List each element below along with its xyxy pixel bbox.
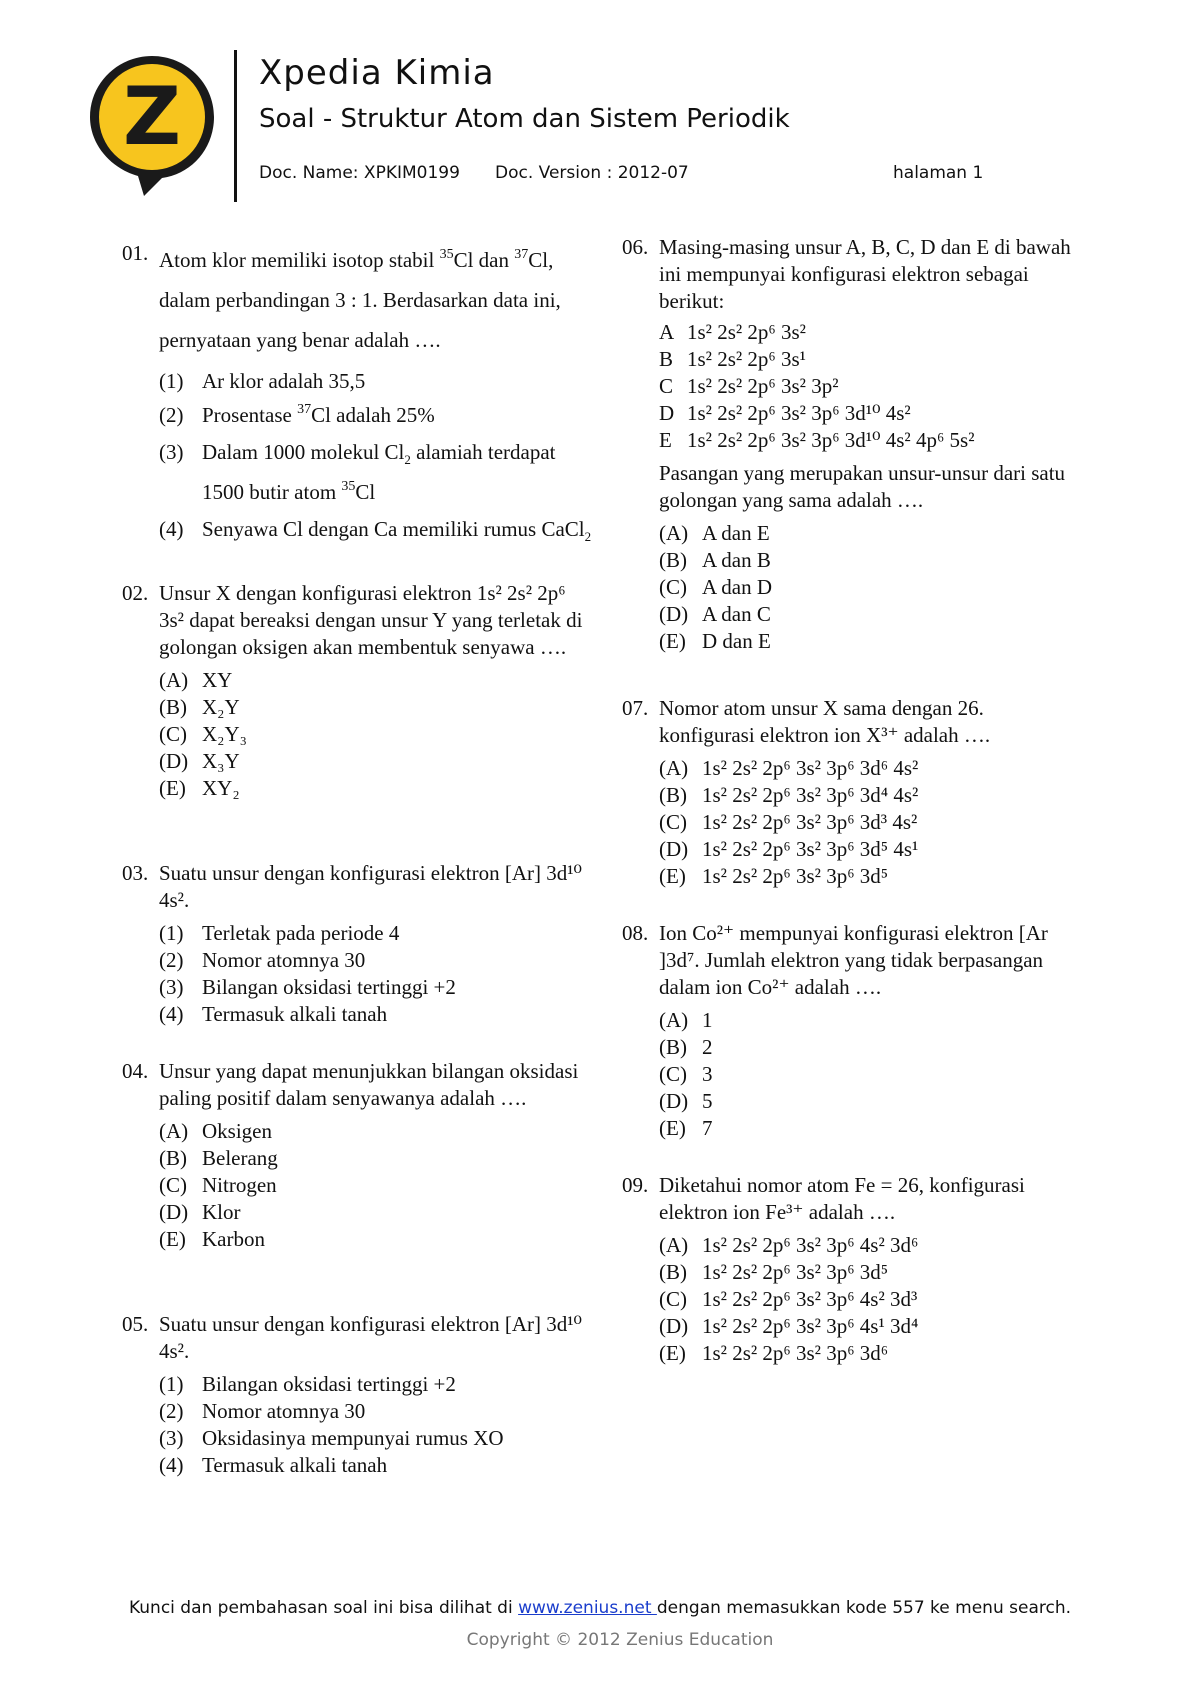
option bbox=[659, 1088, 1082, 1115]
footer-note: Kunci dan pembahasan soal ini bisa dilihat di www.zenius.net dengan memasukkan kode 557 ke menu search. bbox=[128, 1598, 1072, 1618]
option-text: X₂Y₃ bbox=[202, 722, 247, 746]
logo-letter: Z bbox=[122, 70, 182, 163]
option-text: 1 bbox=[702, 1008, 713, 1032]
question-08 bbox=[622, 920, 1082, 1142]
option bbox=[159, 1226, 592, 1253]
option-text: 1s² 2s² 2p⁶ 3s² 3p⁶ 3d⁵ bbox=[702, 864, 889, 888]
option bbox=[659, 1286, 1082, 1313]
option-label: (B) bbox=[659, 548, 687, 572]
brand-title: Xpedia Kimia bbox=[259, 53, 495, 93]
question-09 bbox=[622, 1172, 1082, 1367]
option bbox=[659, 1313, 1082, 1340]
option-label: (2) bbox=[159, 1399, 184, 1423]
option bbox=[659, 836, 1082, 863]
question-06 bbox=[622, 234, 1082, 655]
option bbox=[159, 1145, 592, 1172]
question-02 bbox=[122, 580, 592, 802]
question-stem: Masing-masing unsur A, B, C, D dan E di bawah ini mempunyai konfigurasi elektron sebagai berikut: bbox=[659, 235, 1071, 313]
option-text: X₃Y bbox=[202, 749, 240, 773]
option-text: XY bbox=[202, 668, 233, 692]
option-label: C bbox=[659, 374, 674, 398]
option-label: (A) bbox=[159, 668, 189, 692]
option-text: 1s² 2s² 2p⁶ 3s² 3p⁶ 4s² 3d⁶ bbox=[702, 1233, 919, 1257]
option-list bbox=[159, 667, 592, 802]
option-text: Bilangan oksidasi tertinggi +2 bbox=[202, 1372, 456, 1396]
option-label: (A) bbox=[659, 1008, 689, 1032]
option-label: (3) bbox=[159, 1426, 184, 1450]
option-text: 1s² 2s² 2p⁶ 3s² 3p⁶ 4s¹ 3d⁴ bbox=[702, 1314, 919, 1338]
option bbox=[659, 1232, 1082, 1259]
option-label: E bbox=[659, 428, 672, 452]
option-text: 1s² 2s² 2p⁶ 3s² bbox=[687, 320, 806, 344]
option-text: 1s² 2s² 2p⁶ 3s² 3p⁶ 3d³ 4s² bbox=[702, 810, 918, 834]
option bbox=[159, 667, 592, 694]
option bbox=[659, 520, 1082, 547]
option-label: (C) bbox=[159, 722, 187, 746]
option-text: Belerang bbox=[202, 1146, 278, 1170]
option: (3) Dalam 1000 molekul $Cl_2$ alamiah terdapat 1500 butir atom $^{35}$Cl bbox=[159, 440, 556, 504]
option bbox=[659, 782, 1082, 809]
option-label: (3) bbox=[159, 975, 184, 999]
option-label: (E) bbox=[659, 629, 686, 653]
zenius-logo bbox=[84, 50, 220, 200]
option bbox=[659, 547, 1082, 574]
option-text: Karbon bbox=[202, 1227, 265, 1251]
question-stem: Diketahui nomor atom Fe = 26, konfigurasi elektron ion Fe³⁺ adalah …. bbox=[659, 1173, 1025, 1224]
option bbox=[159, 748, 592, 775]
option-list bbox=[159, 1118, 592, 1253]
option-label: (E) bbox=[159, 1227, 186, 1251]
option-label: (C) bbox=[659, 1287, 687, 1311]
element-config-row bbox=[659, 346, 1082, 373]
question-number: 07. bbox=[622, 696, 649, 720]
option-label: (D) bbox=[659, 1089, 689, 1113]
option bbox=[659, 1115, 1082, 1142]
option-text: 1s² 2s² 2p⁶ 3s² 3p⁶ 4s² 3d³ bbox=[702, 1287, 918, 1311]
question-stem: Suatu unsur dengan konfigurasi elektron [Ar] 3d¹⁰ 4s². bbox=[159, 1312, 582, 1363]
option-text: Termasuk alkali tanah bbox=[202, 1002, 388, 1026]
zenius-link[interactable]: www.zenius.net bbox=[518, 1598, 657, 1618]
option-label: B bbox=[659, 347, 674, 371]
option bbox=[159, 721, 592, 748]
option-text: 1s² 2s² 2p⁶ 3s² 3p⁶ 3d¹⁰ 4s² bbox=[687, 401, 911, 425]
option-text: A dan B bbox=[702, 548, 771, 572]
option-text: A dan E bbox=[702, 521, 770, 545]
option-label: (1) bbox=[159, 921, 184, 945]
option bbox=[659, 601, 1082, 628]
option-text: A dan C bbox=[702, 602, 771, 626]
option-text: 7 bbox=[702, 1116, 713, 1140]
option: (2) Prosentase $^{37}$Cl adalah 25% bbox=[159, 402, 435, 427]
question-prompt: Pasangan yang merupakan unsur-unsur dari satu golongan yang sama adalah …. bbox=[659, 461, 1066, 512]
option-label: (C) bbox=[659, 1062, 687, 1086]
option-list bbox=[659, 755, 1082, 890]
option-label: (C) bbox=[659, 575, 687, 599]
option: (1) Ar klor adalah 35,5 bbox=[159, 369, 366, 393]
question-number: 03. bbox=[122, 861, 149, 885]
option-label: (D) bbox=[659, 837, 689, 861]
question-04 bbox=[122, 1058, 592, 1253]
option-label: (E) bbox=[659, 1116, 686, 1140]
option-label: (C) bbox=[159, 1173, 187, 1197]
option-label: (A) bbox=[659, 521, 689, 545]
option-label: (A) bbox=[659, 1233, 689, 1257]
option-text: 1s² 2s² 2p⁶ 3s¹ bbox=[687, 347, 806, 371]
option-text: X₂Y bbox=[202, 695, 240, 719]
question-03 bbox=[122, 860, 592, 1028]
option-text: D dan E bbox=[702, 629, 771, 653]
option-label: (E) bbox=[659, 1341, 686, 1365]
option-text: 1s² 2s² 2p⁶ 3s² 3p⁶ 3d⁵ 4s¹ bbox=[702, 837, 919, 861]
option bbox=[659, 755, 1082, 782]
option-text: 1s² 2s² 2p⁶ 3s² 3p⁶ 3d¹⁰ 4s² 4p⁶ 5s² bbox=[687, 428, 975, 452]
question-number: 05. bbox=[122, 1312, 149, 1336]
option bbox=[659, 809, 1082, 836]
option-text: 2 bbox=[702, 1035, 713, 1059]
question-number: 04. bbox=[122, 1059, 149, 1083]
option bbox=[159, 775, 592, 802]
option bbox=[159, 1452, 592, 1479]
option-text: 1s² 2s² 2p⁶ 3s² 3p⁶ 3d⁵ bbox=[702, 1260, 889, 1284]
option-text: A dan D bbox=[702, 575, 772, 599]
question-number: 06. bbox=[622, 235, 649, 259]
option-text: Nomor atomnya 30 bbox=[202, 1399, 366, 1423]
option-label: (B) bbox=[659, 1260, 687, 1284]
option-text: Terletak pada periode 4 bbox=[202, 921, 400, 945]
element-config-row bbox=[659, 427, 1082, 454]
question-number: 08. bbox=[622, 921, 649, 945]
option-label: (1) bbox=[159, 1372, 184, 1396]
option bbox=[159, 1425, 592, 1452]
question-stem: Unsur X dengan konfigurasi elektron 1s² 2s² 2p⁶ 3s² dapat bereaksi dengan unsur Y yang terletak di golongan oksigen akan membentuk senyawa …. bbox=[159, 581, 583, 659]
option bbox=[659, 1340, 1082, 1367]
page-number: halaman 1 bbox=[893, 163, 984, 183]
option-list bbox=[659, 520, 1082, 655]
option bbox=[659, 1034, 1082, 1061]
option-label: (C) bbox=[659, 810, 687, 834]
option-text: Klor bbox=[202, 1200, 241, 1224]
copyright: Copyright © 2012 Zenius Education bbox=[466, 1630, 774, 1650]
option-label: A bbox=[659, 320, 675, 344]
option-label: (4) bbox=[159, 1002, 184, 1026]
question-number: 02. bbox=[122, 581, 149, 605]
option-label: (E) bbox=[159, 776, 186, 800]
option bbox=[659, 628, 1082, 655]
option-list bbox=[159, 920, 592, 1028]
question-number: 01. bbox=[122, 241, 149, 265]
option-text: 5 bbox=[702, 1089, 713, 1113]
option-text: Bilangan oksidasi tertinggi +2 bbox=[202, 975, 456, 999]
element-config-row bbox=[659, 400, 1082, 427]
option-text: 1s² 2s² 2p⁶ 3s² 3p⁶ 3d⁶ bbox=[702, 1341, 889, 1365]
option-label: (D) bbox=[159, 749, 189, 773]
doc-name: Doc. Name: XPKIM0199 bbox=[259, 163, 460, 183]
option-label: (B) bbox=[159, 695, 187, 719]
document-subtitle: Soal - Struktur Atom dan Sistem Periodik bbox=[259, 104, 790, 134]
question-05 bbox=[122, 1311, 592, 1479]
option bbox=[159, 1371, 592, 1398]
option-list bbox=[659, 1007, 1082, 1142]
option-label: (B) bbox=[659, 1035, 687, 1059]
option-label: (B) bbox=[159, 1146, 187, 1170]
option-text: 3 bbox=[702, 1062, 713, 1086]
option bbox=[659, 863, 1082, 890]
option bbox=[159, 1398, 592, 1425]
option-label: (D) bbox=[159, 1200, 189, 1224]
option-label: (D) bbox=[659, 1314, 689, 1338]
option-label: (2) bbox=[159, 948, 184, 972]
option bbox=[159, 1118, 592, 1145]
option bbox=[159, 1001, 592, 1028]
option-label: (4) bbox=[159, 1453, 184, 1477]
option-list bbox=[659, 1232, 1082, 1367]
option-text: Termasuk alkali tanah bbox=[202, 1453, 388, 1477]
question-stem: Unsur yang dapat menunjukkan bilangan oksidasi paling positif dalam senyawanya adalah …. bbox=[159, 1059, 579, 1110]
question-01 bbox=[122, 240, 592, 546]
element-config-row bbox=[659, 373, 1082, 400]
option-text: Nitrogen bbox=[202, 1173, 277, 1197]
option bbox=[659, 1007, 1082, 1034]
option-list bbox=[159, 1371, 592, 1479]
option-label: (D) bbox=[659, 602, 689, 626]
option-text: Oksidasinya mempunyai rumus XO bbox=[202, 1426, 504, 1450]
option bbox=[659, 1259, 1082, 1286]
option-text: XY₂ bbox=[202, 776, 240, 800]
option bbox=[159, 1172, 592, 1199]
option bbox=[159, 694, 592, 721]
option-text: 1s² 2s² 2p⁶ 3s² 3p² bbox=[687, 374, 839, 398]
option bbox=[659, 574, 1082, 601]
option-text: Oksigen bbox=[202, 1119, 272, 1143]
element-config-row bbox=[659, 319, 1082, 346]
option-text: 1s² 2s² 2p⁶ 3s² 3p⁶ 3d⁶ 4s² bbox=[702, 756, 919, 780]
option-label: (E) bbox=[659, 864, 686, 888]
option bbox=[659, 1061, 1082, 1088]
question-stem: Nomor atom unsur X sama dengan 26. konfigurasi elektron ion X³⁺ adalah …. bbox=[659, 696, 991, 747]
question-stem: Ion Co²⁺ mempunyai konfigurasi elektron [Ar ]3d⁷. Jumlah elektron yang tidak berpasangan dalam ion Co²⁺ adalah …. bbox=[659, 921, 1048, 999]
question-07 bbox=[622, 695, 1082, 890]
option-label: (A) bbox=[659, 756, 689, 780]
element-config-list bbox=[659, 319, 1082, 454]
option-label: D bbox=[659, 401, 675, 425]
option bbox=[159, 1199, 592, 1226]
option-text: 1s² 2s² 2p⁶ 3s² 3p⁶ 3d⁴ 4s² bbox=[702, 783, 919, 807]
question-stem: Suatu unsur dengan konfigurasi elektron [Ar] 3d¹⁰ 4s². bbox=[159, 861, 582, 912]
option-label: (A) bbox=[159, 1119, 189, 1143]
option-label: (B) bbox=[659, 783, 687, 807]
question-number: 09. bbox=[622, 1173, 649, 1197]
question-stem: Atom klor memiliki isotop stabil $^{35}$Cl dan $^{37}$Cl, dalam perbandingan 3 : 1. Berdasarkan data ini, pernyataan yang benar adalah …. bbox=[159, 247, 561, 352]
option bbox=[159, 920, 592, 947]
header-divider bbox=[234, 50, 237, 202]
option bbox=[159, 947, 592, 974]
option bbox=[159, 974, 592, 1001]
option-text: Nomor atomnya 30 bbox=[202, 948, 366, 972]
doc-version: Doc. Version : 2012-07 bbox=[495, 163, 689, 183]
option: (4) Senyawa Cl dengan Ca memiliki rumus CaCl$_2$ bbox=[159, 517, 592, 544]
